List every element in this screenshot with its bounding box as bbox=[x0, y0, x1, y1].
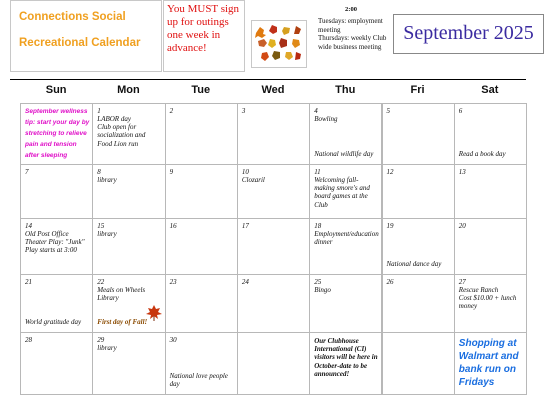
day-number: 26 bbox=[386, 278, 394, 286]
day-number: 17 bbox=[241, 222, 249, 230]
calendar-title-line2: Recreational Calendar bbox=[19, 37, 141, 49]
signup-notice-box bbox=[163, 0, 245, 72]
day-number: 7 bbox=[25, 168, 29, 176]
calendar-day-cell bbox=[237, 164, 310, 219]
day-observance: National wildlife day bbox=[314, 149, 374, 158]
calendar-day-cell bbox=[92, 103, 165, 165]
day-number: 15 bbox=[97, 222, 105, 230]
day-number: 10 bbox=[241, 168, 249, 176]
calendar-day-cell bbox=[454, 218, 527, 275]
meeting-schedule: Tuesdays: employment meeting Thursdays: weekly Club wide business meeting bbox=[318, 17, 387, 51]
calendar-day-cell bbox=[382, 103, 455, 165]
calendar-day-cell bbox=[309, 164, 382, 219]
day-number: 1 bbox=[97, 107, 101, 115]
day-event: Clozaril bbox=[241, 176, 265, 184]
day-number: 21 bbox=[25, 278, 32, 286]
day-number: 16 bbox=[169, 222, 177, 230]
calendar-title-box bbox=[10, 0, 162, 72]
day-number: 30 bbox=[169, 336, 177, 344]
header-divider bbox=[10, 79, 526, 80]
day-event: library bbox=[97, 230, 117, 238]
day-number: 4 bbox=[314, 107, 318, 115]
day-number: 20 bbox=[458, 222, 466, 230]
day-number: 2 bbox=[169, 107, 174, 115]
calendar-day-cell bbox=[92, 164, 165, 219]
calendar-day-cell bbox=[382, 218, 455, 275]
calendar-day-cell bbox=[382, 332, 455, 395]
calendar-day-cell bbox=[20, 274, 93, 333]
weekday-tue: Tue bbox=[191, 84, 211, 96]
month-title: September 2025 bbox=[403, 22, 534, 44]
calendar-day-cell bbox=[92, 332, 165, 395]
day-observance: National love people day bbox=[169, 371, 228, 388]
signup-notice: You MUST sign up for outings one week in advance! bbox=[167, 3, 240, 54]
calendar-day-cell bbox=[165, 218, 238, 275]
maple-leaf-icon bbox=[145, 304, 163, 322]
calendar-day-cell bbox=[454, 103, 527, 165]
day-number: 9 bbox=[169, 168, 174, 176]
day-observance: National dance day bbox=[386, 259, 442, 268]
day-event: LABOR day Club open for socialization and Food Lion run bbox=[97, 115, 146, 148]
day-number: 24 bbox=[241, 278, 249, 286]
weekday-mon: Mon bbox=[117, 84, 140, 96]
calendar-day-cell bbox=[20, 218, 93, 275]
day-event: Employment/education dinner bbox=[314, 230, 379, 247]
day-observance: Read a book day bbox=[458, 149, 506, 158]
day-number: 29 bbox=[97, 336, 105, 344]
day-number: 14 bbox=[25, 222, 32, 230]
day-number: 22 bbox=[97, 278, 105, 286]
weekday-sat: Sat bbox=[481, 84, 499, 96]
day-event: library bbox=[97, 176, 117, 184]
day-number: 6 bbox=[458, 107, 463, 115]
calendar-day-cell bbox=[454, 332, 527, 395]
calendar-day-cell bbox=[20, 332, 93, 395]
day-number: 8 bbox=[97, 168, 101, 176]
day-number: 19 bbox=[386, 222, 394, 230]
day-number: 27 bbox=[458, 278, 466, 286]
day-observance: World gratitude day bbox=[25, 317, 82, 326]
calendar-day-cell bbox=[165, 332, 238, 395]
weekday-thu: Thu bbox=[335, 84, 356, 96]
day-event: Rescue Ranch Cost $10.00 + lunch money bbox=[458, 286, 517, 311]
day-event: Welcoming fall-making smore's and board games at the Club bbox=[314, 176, 370, 209]
meeting-info-box bbox=[316, 6, 386, 72]
calendar-day-cell bbox=[20, 164, 93, 219]
day-event: Our Clubhouse International (CI) visitors will be here in October-date to be announced! bbox=[314, 337, 378, 378]
calendar-day-cell bbox=[92, 274, 165, 333]
day-number: 12 bbox=[386, 168, 394, 176]
autumn-leaves-graphic bbox=[252, 21, 306, 67]
day-number: 3 bbox=[241, 107, 246, 115]
day-event: Bingo bbox=[314, 286, 331, 294]
day-event: library bbox=[97, 344, 117, 352]
calendar-day-cell bbox=[237, 218, 310, 275]
day-event: Meals on Wheels Library bbox=[97, 286, 146, 303]
calendar-day-cell bbox=[382, 164, 455, 219]
calendar-day-cell bbox=[309, 103, 382, 165]
meeting-time: 2:00 bbox=[345, 6, 357, 13]
calendar-day-cell bbox=[237, 274, 310, 333]
calendar-day-cell bbox=[454, 164, 527, 219]
calendar-day-cell bbox=[382, 274, 455, 333]
calendar-day-cell bbox=[20, 103, 93, 165]
calendar-day-cell bbox=[92, 218, 165, 275]
calendar-day-cell bbox=[309, 332, 382, 395]
calendar-day-cell bbox=[309, 218, 382, 275]
calendar-day-cell bbox=[165, 274, 238, 333]
day-event: Old Post Office Theater Play: "Junk" Play starts at 3:00 bbox=[25, 230, 85, 255]
calendar-day-cell bbox=[165, 103, 238, 165]
day-event: Bowling bbox=[314, 115, 338, 123]
day-number: 5 bbox=[386, 107, 390, 115]
calendar-day-cell bbox=[309, 274, 382, 333]
calendar-day-cell bbox=[454, 274, 527, 333]
calendar-title-line1: Connections Social bbox=[19, 11, 126, 23]
calendar-grid bbox=[20, 103, 526, 400]
day-number: 18 bbox=[314, 222, 322, 230]
weekday-fri: Fri bbox=[410, 84, 425, 96]
day-observance: First day of Fall! bbox=[97, 317, 148, 326]
day-event: September wellness tip: start your day by stretching to relieve pain and tension after sleeping bbox=[25, 108, 90, 159]
day-number: 11 bbox=[314, 168, 321, 176]
autumn-leaves-icon bbox=[251, 20, 307, 68]
day-event: Shopping at Walmart and bank run on Fridays bbox=[458, 338, 519, 388]
day-number: 28 bbox=[25, 336, 32, 344]
weekday-sun: Sun bbox=[45, 84, 67, 96]
weekday-header-row bbox=[20, 84, 526, 100]
weekday-wed: Wed bbox=[261, 84, 285, 96]
calendar-day-cell bbox=[165, 164, 238, 219]
calendar-day-cell bbox=[237, 103, 310, 165]
day-number: 25 bbox=[314, 278, 322, 286]
day-number: 13 bbox=[458, 168, 466, 176]
day-number: 23 bbox=[169, 278, 177, 286]
calendar-day-cell bbox=[237, 332, 310, 395]
month-title-box bbox=[393, 14, 544, 54]
